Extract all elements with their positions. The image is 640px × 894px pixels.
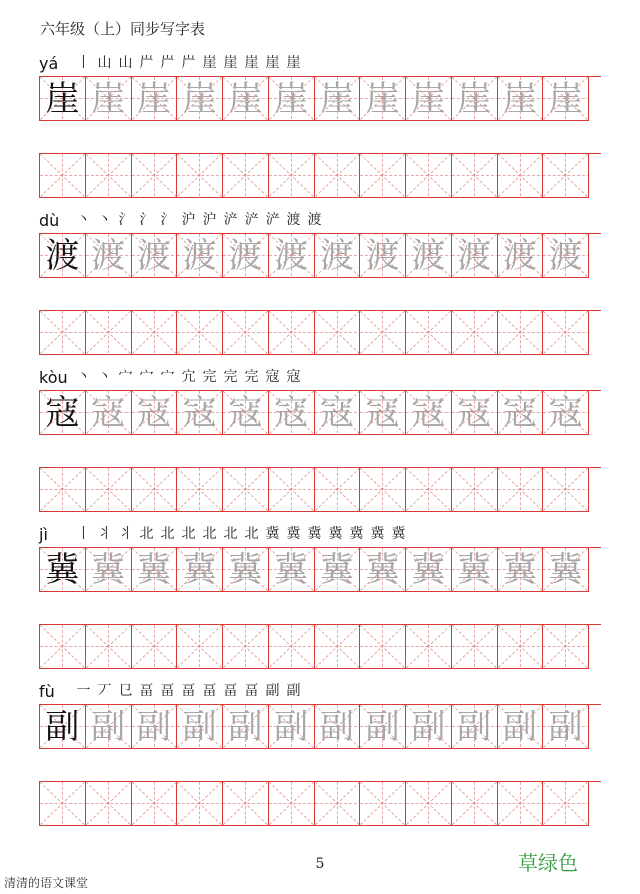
model-character: 渡 [45, 235, 80, 276]
model-cell [40, 391, 86, 435]
blank-cell[interactable] [269, 782, 315, 826]
trace-cell [498, 391, 544, 435]
stroke-step: 完 [223, 369, 238, 385]
trace-character: 寇 [228, 392, 263, 433]
trace-cell [543, 391, 589, 435]
blank-cell[interactable] [543, 625, 589, 669]
trace-cell [452, 705, 498, 749]
stroke-order [75, 680, 302, 700]
stroke-step: 北 [223, 526, 238, 542]
trace-character: 副 [136, 706, 171, 747]
stroke-step: 一 [76, 683, 91, 699]
trace-cell [86, 234, 132, 278]
blank-cell[interactable] [223, 154, 269, 198]
blank-cell[interactable] [452, 625, 498, 669]
stroke-step: 副 [265, 683, 280, 699]
blank-cell[interactable] [132, 154, 178, 198]
trace-character: 寇 [319, 392, 354, 433]
stroke-step: 丶 [97, 212, 112, 228]
stroke-step: 冀 [391, 526, 406, 542]
stroke-step: 北 [139, 526, 154, 542]
trace-cell [177, 391, 223, 435]
blank-cell[interactable] [543, 311, 589, 355]
blank-cell[interactable] [132, 468, 178, 512]
stroke-step: 畐 [181, 683, 196, 699]
model-character: 冀 [45, 549, 80, 590]
character-entry [39, 680, 601, 826]
trace-character: 渡 [182, 235, 217, 276]
blank-cell[interactable] [543, 154, 589, 198]
blank-cell[interactable] [452, 782, 498, 826]
stroke-step: 氵 [118, 212, 133, 228]
stroke-step: 崖 [265, 55, 280, 71]
stroke-step: 崖 [244, 55, 259, 71]
blank-cell[interactable] [360, 311, 406, 355]
blank-cell[interactable] [269, 311, 315, 355]
trace-character: 副 [411, 706, 446, 747]
trace-cell [269, 391, 315, 435]
blank-cell[interactable] [452, 154, 498, 198]
trace-character: 崖 [228, 78, 263, 119]
stroke-step: 冀 [328, 526, 343, 542]
trace-cell [223, 77, 269, 121]
stroke-step: 完 [202, 369, 217, 385]
blank-cell[interactable] [543, 782, 589, 826]
blank-cell[interactable] [498, 782, 544, 826]
trace-character: 寇 [136, 392, 171, 433]
tracing-row [39, 547, 601, 592]
trace-character: 崖 [91, 78, 126, 119]
trace-cell [452, 77, 498, 121]
trace-character: 冀 [136, 549, 171, 590]
blank-cell[interactable] [223, 468, 269, 512]
blank-cell[interactable] [132, 625, 178, 669]
pinyin: kòu [39, 368, 68, 387]
stroke-step: 副 [286, 683, 301, 699]
trace-cell [360, 705, 406, 749]
trace-cell [315, 77, 361, 121]
trace-character: 冀 [228, 549, 263, 590]
stroke-order [75, 523, 407, 543]
trace-character: 崖 [319, 78, 354, 119]
trace-character: 冀 [411, 549, 446, 590]
stroke-step: 丶 [76, 212, 91, 228]
stroke-step: 宀 [139, 369, 154, 385]
blank-cell[interactable] [360, 154, 406, 198]
trace-cell [177, 548, 223, 592]
stroke-step: 丬 [97, 526, 112, 542]
blank-cell[interactable] [86, 468, 132, 512]
trace-cell [132, 391, 178, 435]
stroke-step: 屵 [139, 55, 154, 71]
trace-character: 副 [548, 706, 583, 747]
blank-cell[interactable] [132, 311, 178, 355]
blank-cell[interactable] [360, 468, 406, 512]
blank-cell[interactable] [86, 154, 132, 198]
model-cell [40, 234, 86, 278]
blank-cell[interactable] [269, 625, 315, 669]
trace-character: 渡 [457, 235, 492, 276]
stroke-step: 屵 [181, 55, 196, 71]
blank-cell[interactable] [269, 468, 315, 512]
trace-character: 崖 [136, 78, 171, 119]
stroke-step: 宀 [160, 369, 175, 385]
trace-cell [132, 548, 178, 592]
blank-cell[interactable] [40, 468, 86, 512]
stroke-step: 北 [160, 526, 175, 542]
stroke-step: 丆 [97, 683, 112, 699]
trace-character: 渡 [228, 235, 263, 276]
trace-character: 渡 [365, 235, 400, 276]
character-entry [39, 523, 601, 669]
trace-character: 冀 [274, 549, 309, 590]
model-cell [40, 548, 86, 592]
tracing-row [39, 704, 601, 749]
trace-character: 渡 [91, 235, 126, 276]
trace-character: 崖 [274, 78, 309, 119]
trace-cell [86, 548, 132, 592]
blank-practice-row [39, 624, 601, 669]
blank-cell[interactable] [223, 625, 269, 669]
blank-cell[interactable] [177, 782, 223, 826]
trace-cell [498, 234, 544, 278]
stroke-step: 沪 [181, 212, 196, 228]
blank-cell[interactable] [498, 154, 544, 198]
trace-character: 冀 [91, 549, 126, 590]
stroke-step: 屵 [160, 55, 175, 71]
blank-cell[interactable] [315, 782, 361, 826]
trace-character: 寇 [91, 392, 126, 433]
blank-cell[interactable] [177, 625, 223, 669]
trace-cell [269, 234, 315, 278]
stroke-step: 北 [244, 526, 259, 542]
blank-cell[interactable] [223, 311, 269, 355]
trace-character: 冀 [182, 549, 217, 590]
trace-cell [269, 705, 315, 749]
trace-character: 寇 [502, 392, 537, 433]
blank-cell[interactable] [360, 625, 406, 669]
tracing-row [39, 76, 601, 121]
pinyin: yá [39, 54, 59, 73]
trace-cell [177, 234, 223, 278]
stroke-step: 浐 [265, 212, 280, 228]
trace-cell [269, 548, 315, 592]
blank-cell[interactable] [406, 468, 452, 512]
trace-cell [543, 548, 589, 592]
stroke-step: 寇 [286, 369, 301, 385]
stroke-step: 沪 [202, 212, 217, 228]
trace-character: 冀 [548, 549, 583, 590]
trace-cell [452, 391, 498, 435]
blank-cell[interactable] [86, 625, 132, 669]
stroke-step: 冀 [370, 526, 385, 542]
trace-cell [360, 548, 406, 592]
blank-practice-row [39, 153, 601, 198]
blank-practice-row [39, 781, 601, 826]
pinyin: fù [39, 682, 55, 701]
model-cell [40, 705, 86, 749]
tracing-row [39, 233, 601, 278]
blank-cell[interactable] [452, 468, 498, 512]
stroke-step: 丶 [76, 369, 91, 385]
page-header: 六年级（上）同步写字表 [40, 20, 206, 38]
trace-character: 冀 [457, 549, 492, 590]
stroke-step: 北 [202, 526, 217, 542]
trace-cell [543, 77, 589, 121]
trace-cell [132, 234, 178, 278]
trace-cell [315, 234, 361, 278]
blank-cell[interactable] [315, 468, 361, 512]
stroke-step: 畐 [244, 683, 259, 699]
trace-cell [223, 548, 269, 592]
trace-cell [177, 77, 223, 121]
model-character: 副 [45, 706, 80, 747]
blank-cell[interactable] [86, 782, 132, 826]
trace-cell [543, 234, 589, 278]
trace-character: 渡 [274, 235, 309, 276]
trace-character: 寇 [182, 392, 217, 433]
trace-cell [498, 548, 544, 592]
trace-character: 崖 [182, 78, 217, 119]
stroke-step: 山 [118, 55, 133, 71]
trace-character: 渡 [136, 235, 171, 276]
stroke-step: 宂 [181, 369, 196, 385]
blank-cell[interactable] [315, 625, 361, 669]
trace-cell [86, 77, 132, 121]
blank-cell[interactable] [360, 782, 406, 826]
stroke-step: 丨 [76, 526, 91, 542]
blank-cell[interactable] [269, 154, 315, 198]
trace-cell [406, 548, 452, 592]
stroke-step: 浐 [244, 212, 259, 228]
trace-character: 副 [502, 706, 537, 747]
trace-cell [406, 77, 452, 121]
blank-practice-row [39, 310, 601, 355]
stroke-step: 山 [97, 55, 112, 71]
stroke-order [75, 366, 302, 386]
model-cell [40, 77, 86, 121]
blank-cell[interactable] [40, 625, 86, 669]
trace-cell [223, 234, 269, 278]
blank-cell[interactable] [406, 311, 452, 355]
color-label: 草绿色 [518, 851, 578, 875]
blank-cell[interactable] [498, 468, 544, 512]
stroke-step: 丬 [118, 526, 133, 542]
pinyin: dù [39, 211, 60, 230]
stroke-step: 氵 [139, 212, 154, 228]
blank-cell[interactable] [406, 625, 452, 669]
blank-cell[interactable] [315, 154, 361, 198]
blank-practice-row [39, 467, 601, 512]
trace-cell [223, 391, 269, 435]
trace-cell [543, 705, 589, 749]
trace-character: 副 [182, 706, 217, 747]
trace-cell [132, 77, 178, 121]
stroke-step: 崖 [286, 55, 301, 71]
page-number: 5 [315, 856, 325, 872]
trace-cell [315, 391, 361, 435]
trace-cell [406, 705, 452, 749]
blank-cell[interactable] [86, 311, 132, 355]
trace-character: 崖 [548, 78, 583, 119]
trace-character: 冀 [319, 549, 354, 590]
blank-cell[interactable] [40, 154, 86, 198]
trace-character: 崖 [457, 78, 492, 119]
tracing-row [39, 390, 601, 435]
stroke-step: 氵 [160, 212, 175, 228]
trace-character: 冀 [502, 549, 537, 590]
trace-character: 副 [274, 706, 309, 747]
stroke-step: 畐 [160, 683, 175, 699]
stroke-step: 㔾 [118, 683, 133, 699]
trace-cell [406, 234, 452, 278]
stroke-step: 畐 [139, 683, 154, 699]
trace-cell [223, 705, 269, 749]
blank-cell[interactable] [177, 311, 223, 355]
trace-character: 冀 [365, 549, 400, 590]
character-entry [39, 52, 601, 198]
stroke-step: 渡 [307, 212, 322, 228]
trace-character: 寇 [548, 392, 583, 433]
trace-cell [177, 705, 223, 749]
stroke-step: 冀 [265, 526, 280, 542]
model-character: 崖 [45, 78, 80, 119]
blank-cell[interactable] [406, 154, 452, 198]
trace-cell [498, 705, 544, 749]
trace-cell [360, 77, 406, 121]
trace-cell [360, 391, 406, 435]
stroke-step: 畐 [202, 683, 217, 699]
trace-cell [86, 705, 132, 749]
trace-character: 副 [457, 706, 492, 747]
watermark: 清清的语文课堂 [4, 876, 89, 890]
stroke-step: 北 [181, 526, 196, 542]
trace-cell [498, 77, 544, 121]
stroke-step: 冀 [349, 526, 364, 542]
stroke-order [75, 52, 302, 72]
trace-cell [315, 548, 361, 592]
blank-cell[interactable] [315, 311, 361, 355]
trace-character: 寇 [457, 392, 492, 433]
trace-character: 渡 [319, 235, 354, 276]
trace-character: 渡 [502, 235, 537, 276]
blank-cell[interactable] [40, 311, 86, 355]
stroke-step: 崖 [223, 55, 238, 71]
blank-cell[interactable] [406, 782, 452, 826]
trace-cell [406, 391, 452, 435]
blank-cell[interactable] [498, 311, 544, 355]
stroke-step: 冀 [307, 526, 322, 542]
trace-character: 崖 [502, 78, 537, 119]
trace-character: 寇 [274, 392, 309, 433]
blank-cell[interactable] [132, 782, 178, 826]
trace-cell [452, 234, 498, 278]
stroke-step: 寇 [265, 369, 280, 385]
trace-character: 副 [365, 706, 400, 747]
blank-cell[interactable] [177, 468, 223, 512]
stroke-order [75, 209, 323, 229]
character-entry [39, 209, 601, 355]
trace-character: 副 [319, 706, 354, 747]
stroke-step: 丶 [97, 369, 112, 385]
character-entry [39, 366, 601, 512]
stroke-step: 完 [244, 369, 259, 385]
pinyin: jì [39, 525, 48, 544]
trace-character: 副 [91, 706, 126, 747]
trace-cell [315, 705, 361, 749]
stroke-step: 丨 [76, 55, 91, 71]
trace-cell [360, 234, 406, 278]
trace-character: 崖 [365, 78, 400, 119]
model-character: 寇 [45, 392, 80, 433]
trace-character: 寇 [365, 392, 400, 433]
trace-cell [452, 548, 498, 592]
stroke-step: 渡 [286, 212, 301, 228]
stroke-step: 宀 [118, 369, 133, 385]
trace-character: 崖 [411, 78, 446, 119]
blank-cell[interactable] [223, 782, 269, 826]
trace-character: 寇 [411, 392, 446, 433]
trace-cell [86, 391, 132, 435]
blank-cell[interactable] [177, 154, 223, 198]
blank-cell[interactable] [40, 782, 86, 826]
stroke-step: 畐 [223, 683, 238, 699]
blank-cell[interactable] [543, 468, 589, 512]
trace-character: 副 [228, 706, 263, 747]
blank-cell[interactable] [452, 311, 498, 355]
trace-character: 渡 [548, 235, 583, 276]
stroke-step: 崖 [202, 55, 217, 71]
trace-cell [132, 705, 178, 749]
blank-cell[interactable] [498, 625, 544, 669]
trace-character: 渡 [411, 235, 446, 276]
stroke-step: 浐 [223, 212, 238, 228]
stroke-step: 冀 [286, 526, 301, 542]
trace-cell [269, 77, 315, 121]
